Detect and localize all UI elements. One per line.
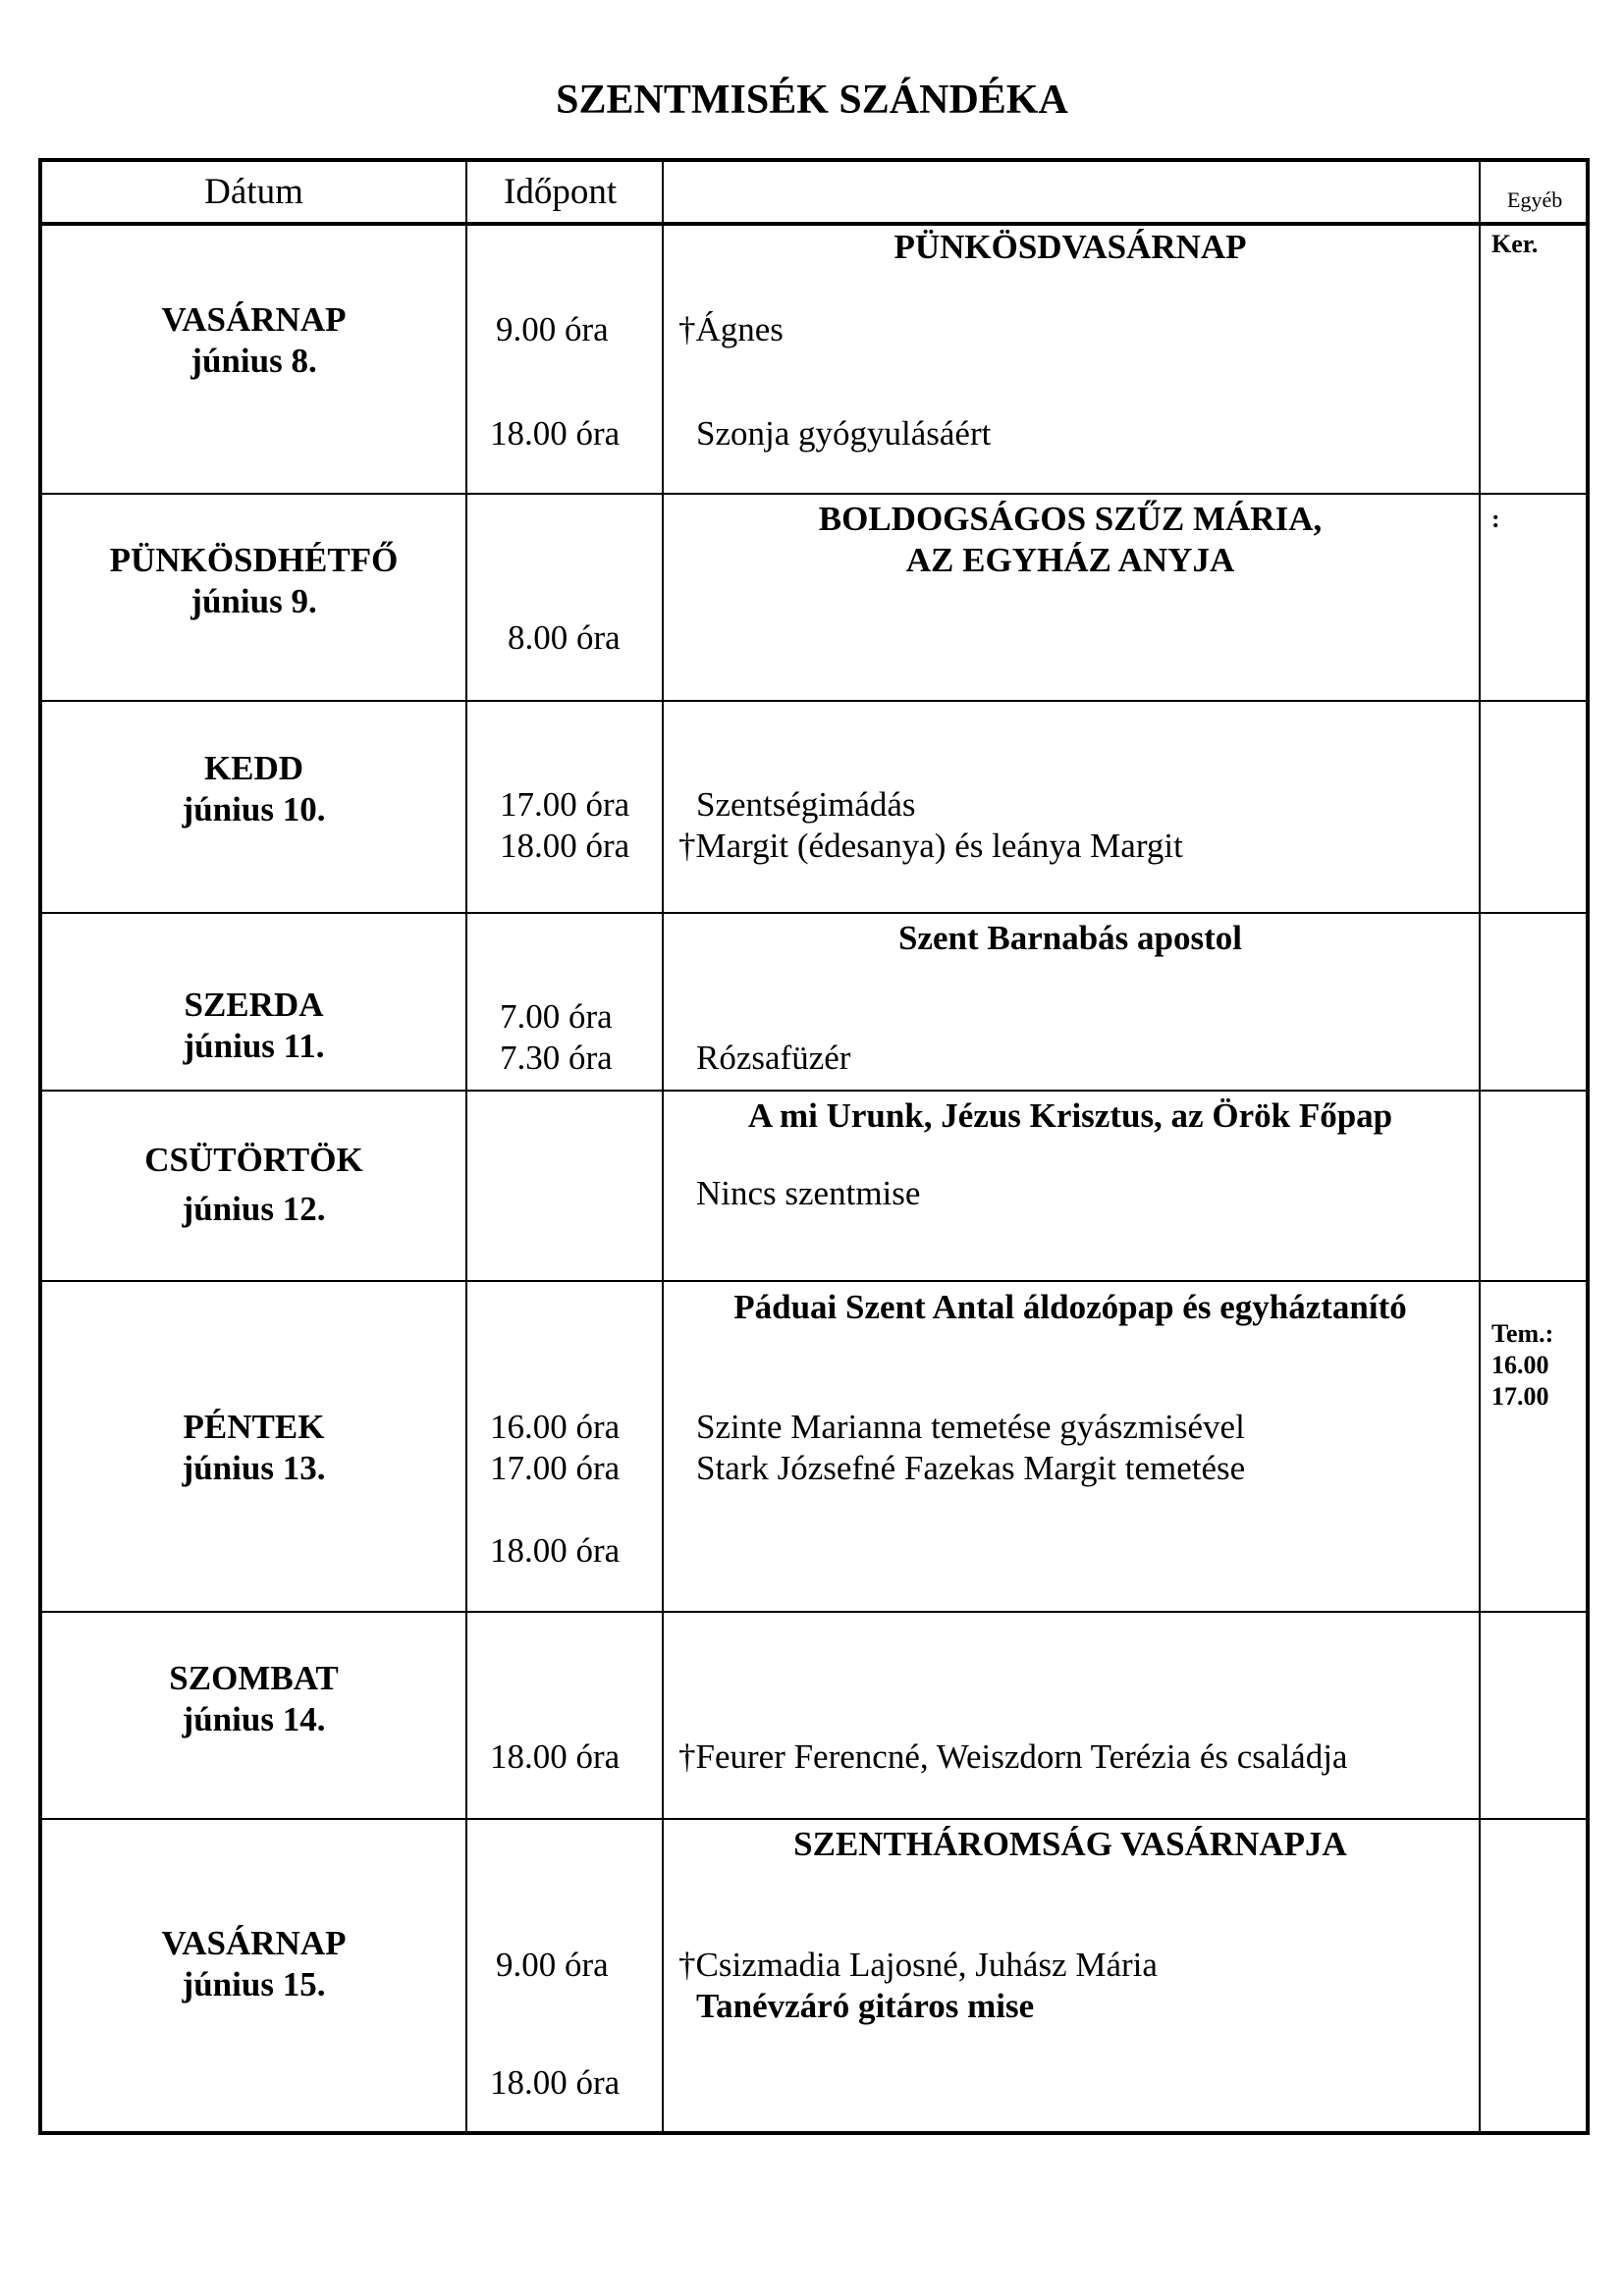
row-intention: Tanévzáró gitáros mise: [696, 1987, 1035, 2025]
row-other: Tem.:: [1491, 1319, 1554, 1348]
row-divider: [42, 1280, 1586, 1282]
column-divider: [1479, 162, 1481, 2131]
row-divider: [42, 493, 1586, 495]
row-intention: Rózsafüzér: [696, 1039, 851, 1077]
row-day: SZOMBAT: [169, 1659, 339, 1697]
schedule-table: [38, 158, 1590, 2135]
row-time: 18.00 óra: [490, 1737, 621, 1776]
row-time: 18.00 óra: [490, 414, 621, 453]
row-other: 17.00: [1491, 1382, 1549, 1411]
row-day: CSÜTÖRTÖK: [144, 1141, 363, 1179]
row-intention: Nincs szentmise: [696, 1174, 921, 1212]
row-intention: †Margit (édesanya) és leánya Margit: [678, 827, 1183, 865]
page-title: SZENTMISÉK SZÁNDÉKA: [556, 78, 1068, 123]
row-feast: AZ EGYHÁZ ANYJA: [905, 541, 1235, 579]
row-feast: Páduai Szent Antal áldozópap és egyháztanító: [733, 1288, 1407, 1326]
row-date: június 12.: [182, 1190, 326, 1228]
row-date: június 14.: [182, 1700, 326, 1738]
row-time: 7.30 óra: [500, 1039, 613, 1077]
row-time: 17.00 óra: [490, 1449, 621, 1487]
row-day: PÜNKÖSDHÉTFŐ: [109, 541, 399, 579]
column-divider: [465, 162, 467, 2131]
row-date: június 15.: [182, 1965, 326, 2003]
header-time: Időpont: [504, 172, 618, 212]
row-feast: PÜNKÖSDVASÁRNAP: [893, 228, 1247, 266]
row-time: 16.00 óra: [490, 1408, 621, 1446]
row-intention: Stark Józsefné Fazekas Margit temetése: [696, 1449, 1246, 1487]
row-feast: SZENTHÁROMSÁG VASÁRNAPJA: [793, 1825, 1347, 1863]
row-feast: BOLDOGSÁGOS SZŰZ MÁRIA,: [818, 500, 1323, 538]
row-time: 9.00 óra: [496, 310, 609, 348]
row-other: Ker.: [1491, 230, 1539, 258]
row-intention: Szonja gyógyulásáért: [696, 414, 992, 453]
row-day: VASÁRNAP: [161, 300, 347, 339]
row-time: 8.00 óra: [508, 618, 621, 657]
row-divider: [42, 1090, 1586, 1092]
header-date: Dátum: [204, 172, 303, 212]
row-date: június 9.: [190, 582, 317, 620]
row-other: :: [1491, 505, 1500, 533]
row-intention: †Feurer Ferencné, Weiszdorn Terézia és családja: [678, 1737, 1348, 1776]
row-intention: †Csizmadia Lajosné, Juhász Mária: [678, 1946, 1158, 1984]
row-time: 18.00 óra: [490, 1531, 621, 1570]
row-day: PÉNTEK: [183, 1408, 325, 1446]
row-date: június 8.: [190, 342, 317, 380]
row-other: 16.00: [1491, 1351, 1549, 1379]
row-day: VASÁRNAP: [161, 1924, 347, 1962]
row-divider: [42, 1818, 1586, 1820]
header-other: Egyéb: [1507, 187, 1563, 212]
row-time: 18.00 óra: [500, 827, 630, 865]
row-divider: [42, 912, 1586, 914]
row-time: 17.00 óra: [500, 785, 630, 824]
row-day: SZERDA: [184, 986, 324, 1024]
row-intention: Szentségimádás: [696, 785, 916, 824]
row-time: 9.00 óra: [496, 1946, 609, 1984]
row-intention: Szinte Marianna temetése gyászmisével: [696, 1408, 1245, 1446]
row-intention: †Ágnes: [678, 310, 784, 348]
row-date: június 13.: [182, 1449, 326, 1487]
row-date: június 11.: [183, 1027, 325, 1065]
row-divider: [42, 1611, 1586, 1613]
row-time: 7.00 óra: [500, 997, 613, 1036]
row-feast: Szent Barnabás apostol: [897, 919, 1243, 957]
row-divider: [42, 700, 1586, 702]
header-divider: [42, 222, 1586, 226]
row-time: 18.00 óra: [490, 2063, 621, 2102]
row-day: KEDD: [203, 749, 304, 787]
row-feast: A mi Urunk, Jézus Krisztus, az Örök Főpap: [747, 1096, 1393, 1135]
row-date: június 10.: [182, 790, 326, 828]
